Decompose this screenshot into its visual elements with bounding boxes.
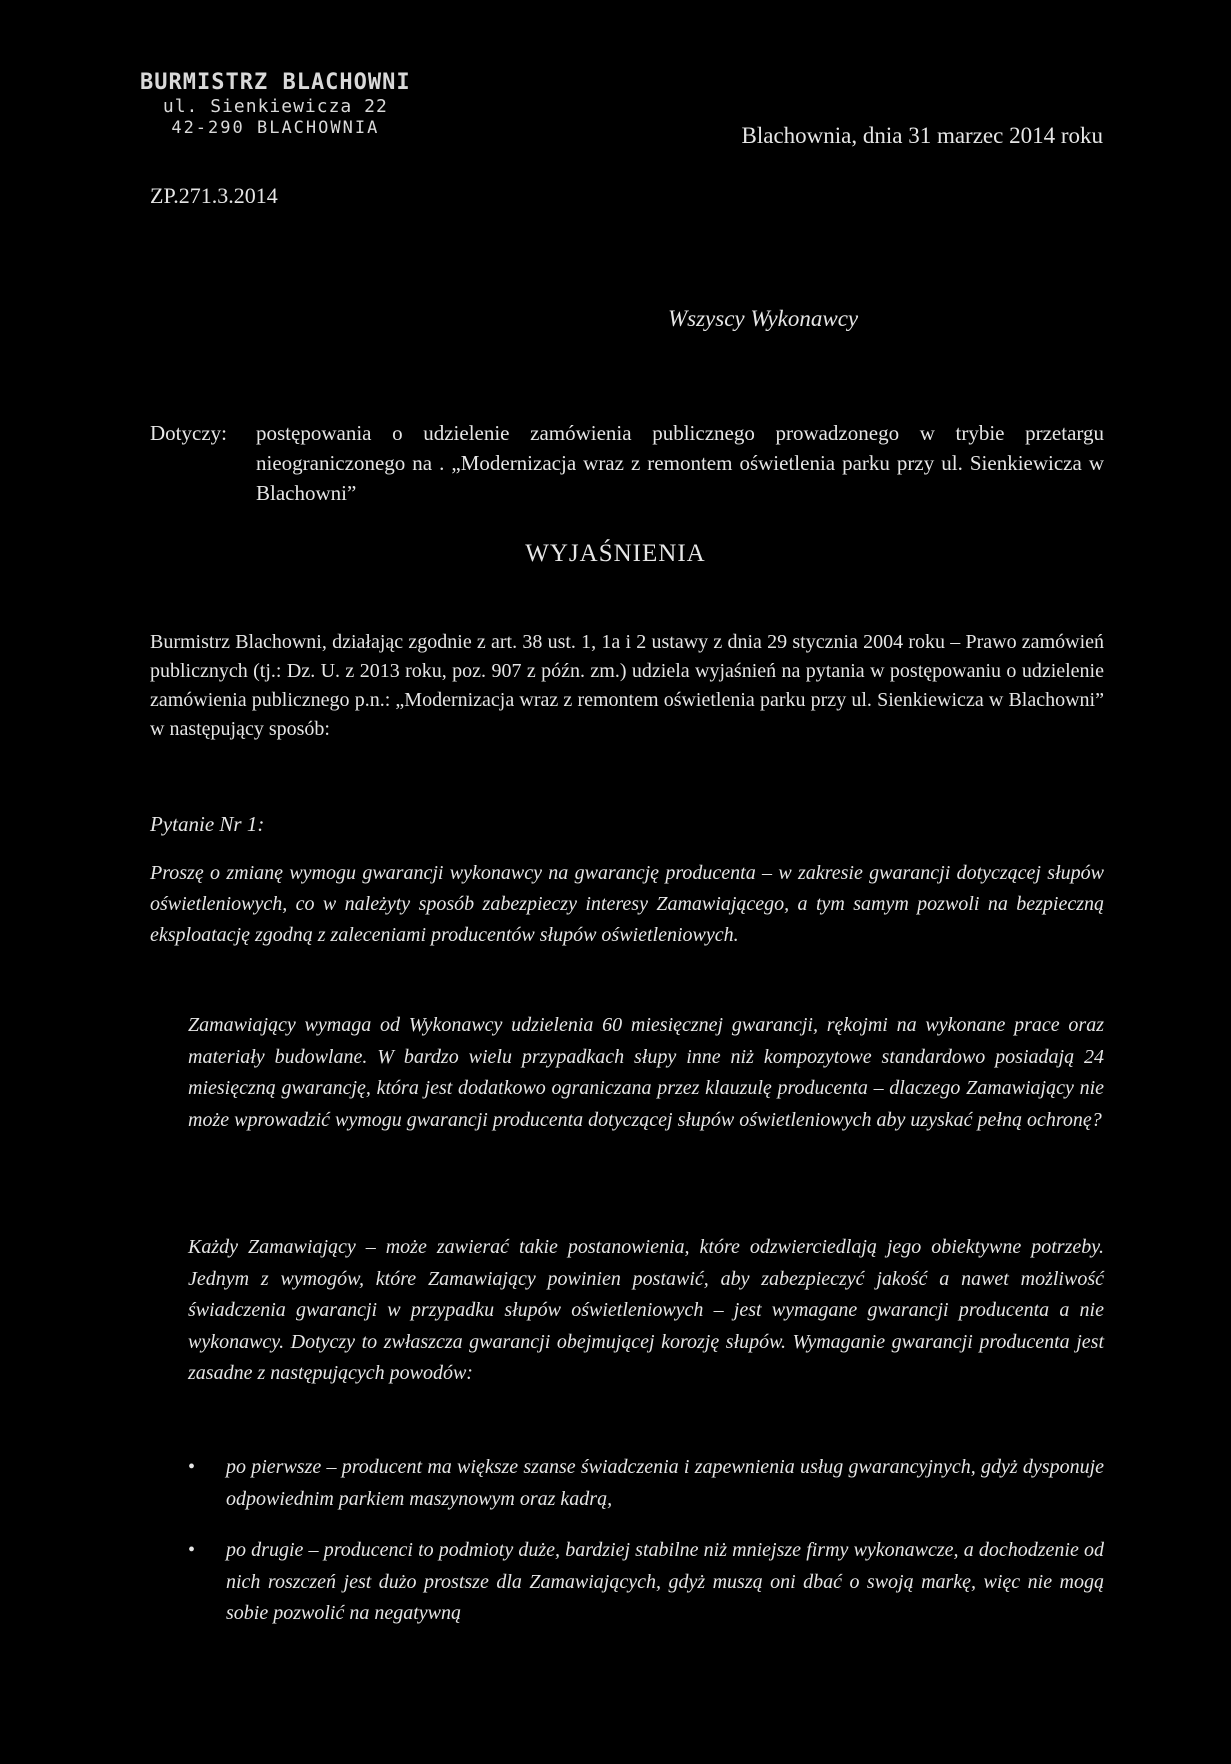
letter-date: Blachownia, dnia 31 marzec 2014 roku: [741, 123, 1103, 148]
bullet-icon: •: [188, 1456, 196, 1478]
list-item-text: po pierwsze – producent ma większe szanse świadczenia i zapewnienia usług gwarancyjnych, gdyż dysponuje odpowiednim parkiem maszynowym oraz kadrą,: [226, 1456, 1104, 1510]
subject-text: postępowania o udzielenie zamówienia publicznego prowadzonego w trybie przetargu nieograniczonego na . „Modernizacja wraz z remontem oświetlenia parku przy ul. Sienkiewicza w Blachowni”: [256, 421, 1104, 505]
intro-paragraph: Burmistrz Blachowni, działając zgodnie z art. 38 ust. 1, 1a i 2 ustawy z dnia 29 stycznia 2004 roku – Prawo zamówień publicznych (tj.: Dz. U. z 2013 roku, poz. 907 z późn. zm.) udziela wyjaśnień na pytania w postępowaniu o udzielenie zamówienia publicznego p.n.: „Modernizacja wraz z remontem oświetlenia parku przy ul. Sienkiewicza w Blachowni” w następujący sposób:: [150, 631, 1104, 740]
subject-label: Dotyczy:: [150, 421, 227, 445]
stamp-line-street: ul. Sienkiewicza 22: [162, 96, 388, 118]
stamp-line-office: BURMISTRZ BLACHOWNI: [140, 70, 411, 95]
list-item: [188, 1535, 1104, 1630]
document-heading: WYJAŚNIENIA: [525, 540, 706, 567]
list-item: [188, 1452, 1104, 1515]
reference-number: ZP.271.3.2014: [150, 183, 278, 208]
bullet-icon: •: [188, 1539, 196, 1561]
question-text: Proszę o zmianę wymogu gwarancji wykonawcy na gwarancję producenta – w zakresie gwarancji dotyczącej słupów oświetleniowych, co w należyty sposób zabezpieczy interesy Zamawiającego, a tym samym pozwoli na bezpieczną eksploatację zgodną z zaleceniami producentów słupów oświetleniowych.: [150, 862, 1104, 946]
stamp-line-city: 42-290 BLACHOWNIA: [171, 117, 380, 138]
subject-block: [150, 418, 1104, 508]
reasons-list: [188, 1452, 1104, 1650]
office-stamp: [140, 70, 411, 138]
question-label: Pytanie Nr 1:: [150, 812, 265, 836]
addressee: Wszyscy Wykonawcy: [668, 306, 859, 331]
list-item-text: po drugie – producenci to podmioty duże, bardziej stabilne niż mniejsze firmy wykonawcze, a dochodzenie od nich roszczeń jest dużo prostsze dla Zamawiających, gdyż muszą oni dbać o swoją markę, więc nie mogą sobie pozwolić na negatywną: [226, 1539, 1104, 1624]
answer-paragraph-1: Zamawiający wymaga od Wykonawcy udzielenia 60 miesięcznej gwarancji, rękojmi na wykonane prace oraz materiały budowlane. W bardzo wielu przypadkach słupy inne niż kompozytowe standardowo posiadają 24 miesięczną gwarancję, która jest dodatkowo ograniczana przez klauzulę producenta – dlaczego Zamawiający nie może wprowadzić wymogu gwarancji producenta dotyczącej słupów oświetleniowych aby uzyskać pełną ochronę?: [188, 1014, 1104, 1131]
answer-paragraph-2: Każdy Zamawiający – może zawierać takie postanowienia, które odzwierciedlają jego obiektywne potrzeby. Jednym z wymogów, które Zamawiający powinien postawić, aby zabezpieczyć jakość a nawet możliwość świadczenia gwarancji w przypadku słupów oświetleniowych – jest wymagane gwarancji producenta a nie wykonawcy. Dotyczy to zwłaszcza gwarancji obejmującej korozję słupów. Wymaganie gwarancji producenta jest zasadne z następujących powodów:: [188, 1236, 1104, 1384]
